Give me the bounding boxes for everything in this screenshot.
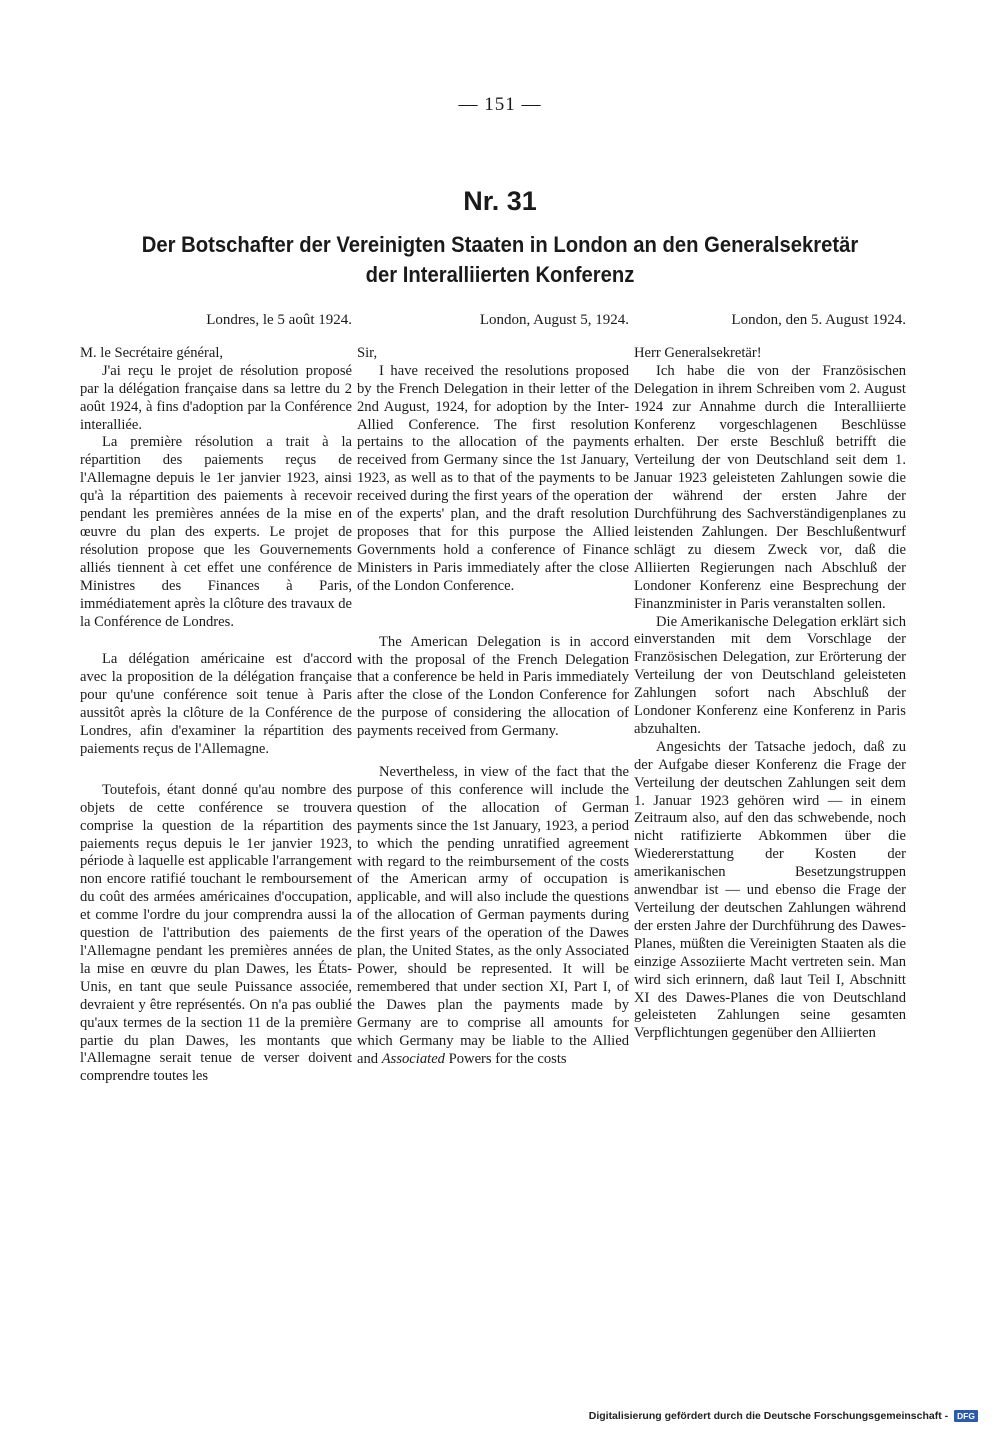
german-column	[634, 312, 906, 1043]
english-paragraph-3-tail: Powers for the costs	[448, 1050, 567, 1067]
german-paragraph-3: Angesichts der Tatsache jedoch, daß zu der Aufgabe dieser Konferenz die Frage der Verteilung der deutschen Zahlungen seit dem 1. Januar 1923 gehören wird — in einem Zeitraum also, auf den das schwebende, noch nicht ratifizierte Abkommen über die Wiedererstattung der Kosten der amerikanischen Besetzungstruppen anwendbar ist — und ebenso die Frage der Verteilung der deutschen Zahlungen während der ersten Jahre der Durchführung des Dawes-Planes, müßten die Vereinigten Staaten als die einzige Assoziierte Macht vertreten sein. Man wird sich erinnern, daß laut Teil I, Abschnitt XI des Dawes-Planes die von Deutschland geleisteten Zahlungen seine gesamten Verpflichtungen gegenüber den Alliierten	[634, 738, 906, 1042]
german-paragraph-2: Die Amerikanische Delegation erklärt sich einverstanden mit dem Vorschlage der Französischen Delegation, zur Erörterung der Verteilung der von Deutschland geleisteten Zahlungen sofort nach Abschluß der Londoner Konferenz eine Konferenz in Paris abzuhalten.	[634, 613, 906, 737]
french-paragraph-3: La délégation américaine est d'accord avec la proposition de la délégation française pour qu'une conférence soit tenue à Paris aussitôt après la clôture de la Conférence de Londres, afin d'examiner la répartition des paiements reçus de l'Allemagne.	[80, 651, 352, 757]
german-salutation: Herr Generalsekretär!	[634, 344, 762, 361]
english-paragraph-3	[357, 764, 629, 1068]
english-paragraph-3-main: Nevertheless, in view of the fact that the purpose of this conference will include the question of the allocation of German payments since the 1st January, 1923, a period to which the pending unratified agreement with regard to the reimbursement of the costs of the American army of occupation is applicable, and will also include the questions of the allocation of German payments during the first years of the operation of the Dawes plan, the United States, as the only Associated Power, should be represented. It will be remembered that under section XI, Part I, of the Dawes plan the payments made by Germany are to comprise all amounts for which Germany may be liable to the Allied and	[357, 764, 629, 1067]
page-number: — 151 —	[458, 94, 542, 115]
document-title	[95, 230, 905, 290]
french-salutation: M. le Secrétaire général,	[80, 344, 224, 361]
title-line-2: der Interalliierten Konferenz	[365, 262, 635, 287]
title-line-1: Der Botschafter der Vereinigten Staaten in London an den Generalsekretär	[141, 232, 859, 257]
french-paragraph-2: La première résolution a trait à la répartition des paiements reçus de l'Allemagne depuis le 1er janvier 1923, ainsi qu'à la répartition des paiements à recevoir pendant les premières années de la mise en œuvre du plan des experts. Le projet de résolution propose que les Gouvernements alliés tiennent à cet effet une conférence de Ministres des Finances à Paris, immédiatement après la clôture des travaux de la Conférence de Londres.	[80, 434, 352, 630]
french-paragraph-1: J'ai reçu le projet de résolution proposé par la délégation française dans sa lettre du 2 août 1924, à fins d'adoption par la Conférence interalliée.	[80, 362, 352, 433]
french-dateline: Londres, le 5 août 1924.	[206, 312, 352, 328]
dfg-logo: DFG	[954, 1410, 978, 1422]
english-dateline: London, August 5, 1924.	[479, 312, 629, 328]
english-paragraph-1: I have received the resolutions proposed by the French Delegation in their letter of the 2nd August, 1924, for adoption by the Inter-Allied Conference. The first resolution pertains to the allocation of the payments received from Germany since the 1st January, 1923, as well as to that of the payments to be received during the first years of the operation of the experts' plan, and the draft resolution proposes that for this purpose the Allied Governments hold a conference of Finance Ministers in Paris immediately after the close of the London Conference.	[357, 362, 629, 594]
digitization-footer	[589, 1410, 978, 1422]
english-paragraph-3-italic: Associated	[381, 1050, 445, 1067]
english-column	[357, 312, 629, 1068]
german-dateline: London, den 5. August 1924.	[731, 312, 906, 328]
english-paragraph-2: The American Delegation is in accord with the proposal of the French Delegation that a conference be held in Paris immediately after the close of the London Conference for the purpose of considering the allocation of payments received from Germany.	[357, 633, 629, 740]
document-number: Nr. 31	[463, 186, 537, 216]
footer-text: Digitalisierung gefördert durch die Deutsche Forschungsgemeinschaft -	[588, 1410, 949, 1422]
french-column	[80, 312, 352, 1086]
english-salutation: Sir,	[357, 344, 378, 361]
german-paragraph-1: Ich habe die von der Französischen Delegation in ihrem Schreiben vom 2. August 1924 zur Annahme durch die Interalliierte Konferenz vorgeschlagenen Beschlüsse erhalten. Der erste Beschluß betrifft die Verteilung der von Deutschland seit dem 1. Januar 1923 geleisteten Zahlungen sowie die der während der ersten Jahre der Durchführung des Sachverständigenplanes zu leistenden Zahlungen. Der Beschlußentwurf schlägt zu diesem Zweck vor, daß die Alliierten Regierungen nach Abschluß der Londoner Konferenz eine Besprechung der Finanzminister in Paris veranstalten sollen.	[634, 362, 906, 612]
french-paragraph-4: Toutefois, étant donné qu'au nombre des objets de cette conférence se trouvera comprise la question de la répartition des paiements reçus depuis le 1er janvier 1923, période à laquelle est applicable l'arrangement non encore ratifié touchant le remboursement du coût des armées américaines d'occupation, et comme l'ordre du jour comprendra aussi la question de l'attribution des paiements de l'Allemagne pendant les premières années de la mise en œuvre du plan Dawes, les États-Unis, en tant que seule Puissance associée, devraient y être représentés. On n'a pas oublié qu'aux termes de la section 11 de la première partie du plan Dawes, les montants que l'Allemagne serait tenue de verser doivent comprendre toutes les	[80, 781, 352, 1085]
